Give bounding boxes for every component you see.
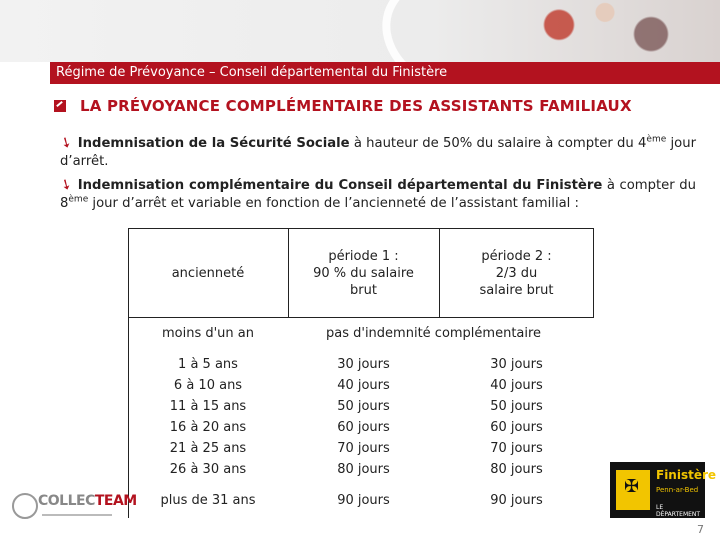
- title-row: [54, 95, 632, 117]
- row-period-1-value: 50 jours: [337, 399, 390, 414]
- paragraph-bold: Indemnisation complémentaire du Conseil départemental du Finistère: [77, 178, 603, 193]
- row-label: 6 à 10 ans: [173, 378, 243, 393]
- header-seniority: [128, 228, 288, 318]
- row-merged-note: pas d'indemnité complémentaire: [326, 325, 542, 341]
- superscript: ème: [68, 194, 89, 205]
- row-label: 21 à 25 ans: [169, 441, 247, 456]
- logo-text: [38, 493, 137, 509]
- row-period-1-value: 40 jours: [337, 378, 390, 393]
- finistere-logo: [610, 462, 717, 518]
- row-period-1-value: 80 jours: [337, 462, 390, 477]
- header-photo: [490, 0, 720, 62]
- superscript: ème: [646, 134, 667, 145]
- row-period-1-value: 70 jours: [337, 441, 390, 456]
- paragraph-text: à hauteur de 50% du salaire à compter du 4: [349, 136, 647, 151]
- finistere-subtitle: Penn-ar-Bed: [656, 486, 699, 494]
- header-line: période 1 :: [328, 248, 399, 264]
- row-label-first: moins d'un an: [161, 325, 254, 341]
- arrow-bullet-icon: ➘: [56, 133, 75, 153]
- title-bullet-icon: [54, 100, 66, 112]
- row-label: 1 à 5 ans: [178, 357, 238, 372]
- row-label: 16 à 20 ans: [169, 420, 247, 435]
- arrow-bullet-icon: ➘: [56, 175, 75, 195]
- collecteam-logo: [12, 487, 137, 527]
- paragraph-social-security: [56, 133, 696, 171]
- row-period-2-value: 90 jours: [490, 493, 543, 508]
- logo-text-a: COLLEC: [38, 493, 95, 509]
- logo-circle-icon: [12, 493, 38, 519]
- finistere-shield-icon: [616, 470, 650, 510]
- row-period-1-value: 60 jours: [337, 420, 390, 435]
- row-label: 11 à 15 ans: [169, 399, 247, 414]
- logo-underline: [42, 514, 112, 516]
- row-period-2-value: 40 jours: [490, 378, 543, 393]
- paragraph-text: à compter du 8: [60, 178, 696, 211]
- row-period-2-value: 70 jours: [490, 441, 543, 456]
- header-seniority-label: ancienneté: [171, 265, 245, 281]
- row-period-2-value: 60 jours: [490, 420, 543, 435]
- row-period-2-value: 50 jours: [490, 399, 543, 414]
- header-line: 2/3 du: [495, 265, 538, 281]
- finistere-title: Finistère: [656, 468, 717, 482]
- section-subtitle: Régime de Prévoyance – Conseil départemental du Finistère: [50, 62, 720, 84]
- row-period-2-value: 80 jours: [490, 462, 543, 477]
- paragraph-text: jour d’arrêt et variable en fonction de l’ancienneté de l’assistant familial :: [88, 196, 579, 211]
- header-line: salaire brut: [479, 282, 554, 298]
- logo-text-b: TEAM: [94, 493, 137, 509]
- header-line: 90 % du salaire: [313, 265, 414, 281]
- row-label: plus de 31 ans: [160, 493, 256, 508]
- header-line: brut: [350, 282, 377, 298]
- row-period-2-value: 30 jours: [490, 357, 543, 372]
- row-period-1-value: 30 jours: [337, 357, 390, 372]
- finistere-subtitle-2: LE DÉPARTEMENT: [656, 504, 701, 518]
- page-number: 7: [697, 523, 704, 536]
- row-label: 26 à 30 ans: [169, 462, 247, 477]
- header-period-1: [288, 228, 439, 318]
- paragraph-bold: Indemnisation de la Sécurité Sociale: [77, 136, 350, 151]
- seniority-table: [128, 228, 594, 518]
- header-period-2: [439, 228, 594, 318]
- paragraph-complementary: [56, 175, 696, 213]
- header-banner: [0, 0, 720, 62]
- row-period-1-value: 90 jours: [337, 493, 390, 508]
- header-line: période 2 :: [481, 248, 552, 264]
- page-title: LA PRÉVOYANCE COMPLÉMENTAIRE DES ASSISTANTS FAMILIAUX: [80, 97, 632, 115]
- paragraph-text: jour d’arrêt.: [60, 136, 696, 169]
